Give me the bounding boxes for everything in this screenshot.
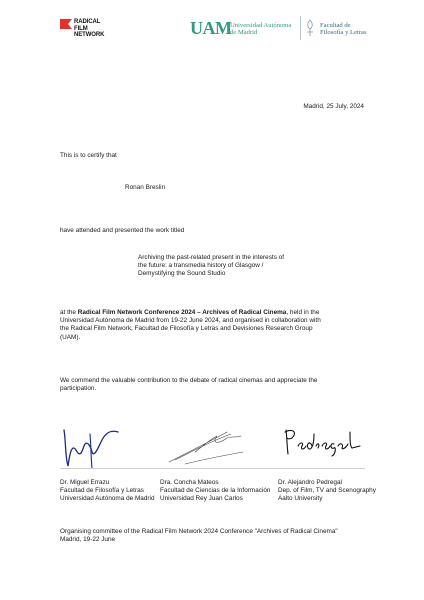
recipient-name: Ronan Breslin [125,184,166,191]
conference-line [60,309,321,317]
certificate-date: Madrid, 25 July, 2024 [303,103,364,110]
work-title-line: the future: a transmedia history of Glasgow / [138,262,264,270]
signatory-name: Dr. Alejandro Pedregal [278,479,342,486]
signatory-affiliation: Facultad de Ciencias de la Información [160,487,271,495]
conference-prefix: at the [60,309,78,316]
signatory-errazu [60,479,155,504]
footer-committee [60,528,338,544]
conference-paragraph [60,309,321,342]
signature-errazu [60,422,122,472]
conference-line: Universidad Autónoma de Madrid from 19-22 June 2024, and organised in collaboration with [60,317,321,325]
signatory-institution: Aalto University [278,495,323,503]
commend-line: We commend the valuable contribution to the debate of radical cinemas and appreciate the [60,377,318,384]
rfn-logo-text [74,19,104,39]
signatory-pedregal [278,479,376,504]
conference-line1-rest: , held in the [286,309,320,316]
signature-mateos [165,426,245,466]
radical-film-network-logo [60,18,116,40]
faculty-emblem-icon [304,19,316,37]
conference-name: Radical Film Network Conference 2024 – Archives of Radical Cinema [77,309,287,316]
rfn-logo-line: NETWORK [74,32,105,39]
footer-line: Organising committee of the Radical Film Network 2024 Conference "Archives of Radical Cinema" [60,528,338,535]
commend-line: participation. [60,385,97,393]
work-title [138,254,284,279]
signatory-name: Dr. Miguel Errazu [60,479,110,486]
signatory-affiliation: Facultad de Filosofía y Letras [60,487,144,495]
signatory-institution: Universidad Rey Juan Carlos [160,495,243,503]
signatory-mateos [160,479,270,504]
signatory-name: Dra. Concha Mateos [160,479,219,486]
conference-line: the Radical Film Network, Facultad de Filosofía y Letras and Devisiones Research Group [60,325,313,333]
conference-line: (UAM). [60,333,81,341]
work-title-line: Archiving the past-related present in the interests of [138,254,284,261]
signature-baseline [60,468,365,469]
footer-line: Madrid, 19-22 June [60,536,116,544]
uam-name-line: de Madrid [230,29,258,37]
uam-name-line: Universidad Autónoma [230,22,292,29]
logo-divider [300,16,301,40]
signatory-affiliation: Dep. of Film, TV and Scenography [278,487,376,495]
rfn-logo-line: FILM [74,25,88,32]
faculty-name-line: Facultad de [320,22,351,29]
work-title-line: Demystifying the Sound Studio [138,270,226,278]
uam-logo-group [190,16,390,42]
rfn-logo-line: RADICAL [74,19,101,25]
faculty-logo-name [320,22,367,37]
uam-logo-mark: UAM [190,18,232,38]
signature-pedregal [282,424,362,460]
uam-logo-name [230,22,291,37]
rfn-flag-icon [60,19,72,29]
attended-line: have attended and presented the work titled [60,227,185,234]
faculty-name-line: Filosofía y Letras [320,29,367,37]
signatory-institution: Universidad Autónoma de Madrid [60,495,155,503]
certify-intro: This is to certify that [60,152,117,159]
commend-paragraph [60,377,317,393]
